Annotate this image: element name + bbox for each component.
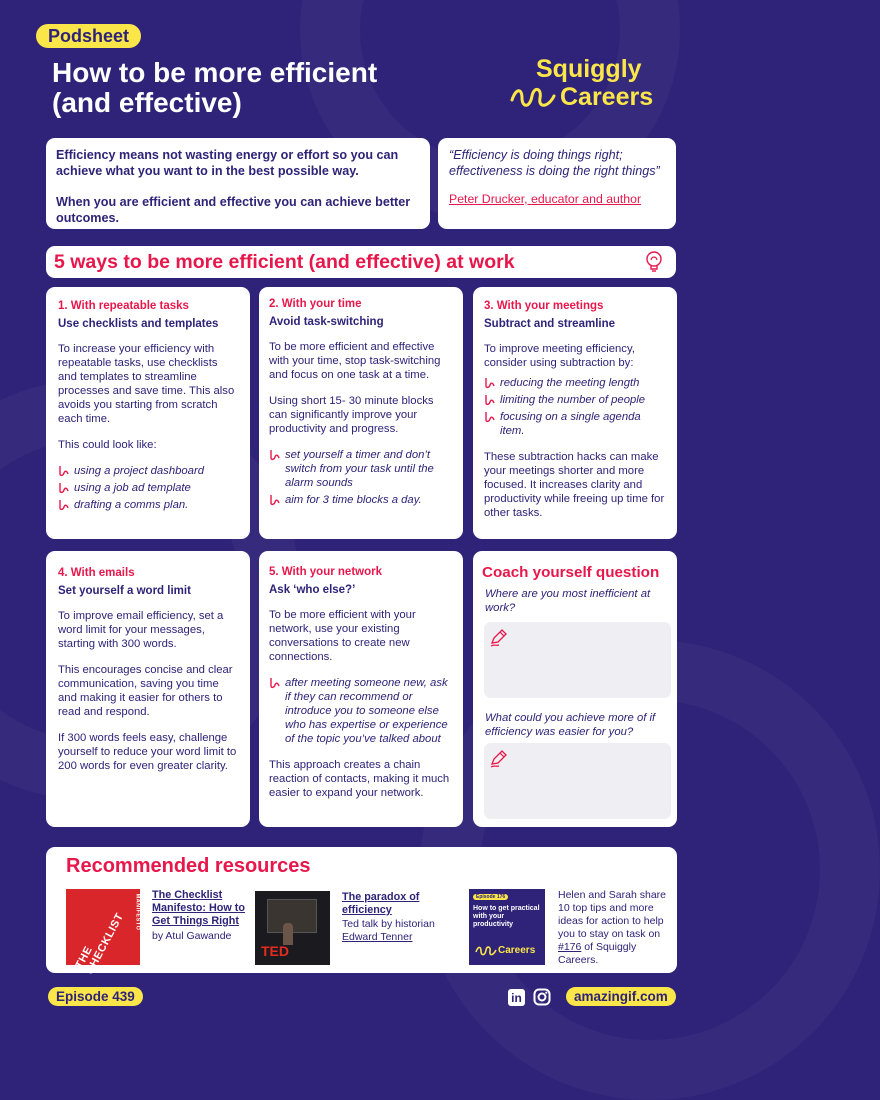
page-title-line2: (and effective)	[52, 87, 242, 118]
resources-heading: Recommended resources	[66, 855, 311, 877]
bullet-text: reducing the meeting length	[500, 377, 640, 389]
coach-card	[473, 551, 677, 827]
tip-4-body	[58, 609, 238, 773]
instagram-icon[interactable]	[533, 988, 551, 1006]
list-item	[58, 498, 238, 512]
bullet-text: using a job ad template	[74, 482, 191, 494]
squiggle-bullet-icon	[269, 494, 281, 506]
list-item	[269, 493, 453, 507]
bullet-text: drafting a comms plan.	[74, 499, 189, 511]
list-item	[269, 676, 453, 746]
tip-1-bullets	[58, 464, 238, 512]
tip-3-number: 3. With your meetings	[484, 300, 604, 312]
coach-question-2: What could you achieve more of if efficiency was easier for you?	[485, 712, 656, 738]
tip-2-bullets	[269, 448, 453, 507]
squiggle-bullet-icon	[484, 394, 496, 406]
list-item	[484, 410, 667, 438]
quote-card	[438, 138, 676, 229]
coach-question-1: Where are you most inefficient at work?	[485, 588, 651, 614]
bullet-text: limiting the number of people	[500, 394, 646, 406]
episode-badge: Episode 439	[48, 987, 143, 1006]
tip-5-paragraph: To be more efficient with your network, use your existing conversations to create new connections.	[269, 609, 416, 663]
tip-card-5	[259, 551, 463, 827]
episode-text-after: of Squiggly Careers.	[558, 941, 637, 966]
bullet-text: using a project dashboard	[74, 465, 205, 477]
book-info	[152, 889, 247, 943]
tip-card-2	[259, 287, 463, 539]
tip-4-number: 4. With emails	[58, 567, 135, 579]
list-item	[58, 481, 238, 495]
bullet-text: aim for 3 time blocks a day.	[285, 494, 422, 506]
ways-heading-card	[46, 246, 676, 278]
tip-2-number: 2. With your time	[269, 298, 362, 310]
coach-answer-box-2[interactable]	[484, 743, 671, 819]
quote-author-link[interactable]: Peter Drucker, educator and author	[449, 192, 642, 206]
book-cover-title: THE CHECKLIST	[73, 911, 127, 977]
coach-answer-box-1[interactable]	[484, 622, 671, 698]
talk-title-link[interactable]: The paradox of efficiency	[342, 891, 420, 916]
bullet-text: set yourself a timer and don’t switch from your task until the alarm sounds	[285, 449, 434, 489]
tip-card-1	[46, 287, 250, 539]
tip-2-paragraph: Using short 15- 30 minute blocks can significantly improve your productivity and progress.	[269, 395, 434, 435]
tip-3-bullets	[484, 376, 667, 438]
tip-4-paragraph: If 300 words feels easy, challenge yourself to reduce your word limit to 200 words for even greater clarity.	[58, 732, 237, 772]
list-item	[484, 376, 667, 390]
logo-squiggle-icon	[510, 84, 558, 112]
tip-card-4	[46, 551, 250, 827]
squiggle-bullet-icon	[58, 482, 70, 494]
page-title	[52, 58, 377, 118]
quote-text: “Efficiency is doing things right; effectiveness is doing the right things”	[449, 148, 660, 178]
talk-speaker-link[interactable]: Edward Tenner	[342, 931, 413, 943]
episode-text-before: Helen and Sarah share 10 top tips and more ideas for action to help you to stay on task on	[558, 889, 666, 940]
tip-5-bullets	[269, 676, 453, 746]
tip-1-number: 1. With repeatable tasks	[58, 300, 189, 312]
ted-thumb-speaker	[283, 923, 293, 945]
squiggle-bullet-icon	[484, 377, 496, 389]
squiggle-bullet-icon	[269, 677, 281, 689]
book-title-link[interactable]: The Checklist Manifesto: How to Get Things Right	[152, 889, 245, 927]
tip-5-body	[269, 608, 453, 800]
intro-paragraph-1: Efficiency means not wasting energy or effort so you can achieve what you want to in the best possible way.	[56, 148, 399, 178]
coach-heading: Coach yourself question	[482, 564, 660, 581]
episode-squiggle-icon	[475, 945, 497, 957]
episode-thumb-brand: Careers	[498, 945, 536, 956]
tip-card-3	[473, 287, 677, 539]
tip-1-body	[58, 342, 238, 512]
episode-link[interactable]: #176	[558, 941, 582, 953]
podsheet-badge: Podsheet	[36, 24, 141, 48]
ted-logo: TED	[261, 943, 289, 959]
page-title-line1: How to be more efficient	[52, 57, 378, 88]
episode-thumb-title: How to get practical with your productivity	[473, 905, 540, 928]
tip-4-paragraph: This encourages concise and clear communication, saving you time and making it easier for others to read and respond.	[58, 664, 233, 718]
list-item	[269, 448, 453, 490]
tip-3-subtitle: Subtract and streamline	[484, 318, 616, 330]
tip-5-after: This approach creates a chain reaction of contacts, making it much easier to expand your network.	[269, 759, 450, 799]
tip-1-paragraph: This could look like:	[58, 439, 157, 451]
intro-paragraph-2: When you are efficient and effective you can achieve better outcomes.	[56, 195, 411, 225]
squiggle-bullet-icon	[58, 465, 70, 477]
tip-3-paragraph: To improve meeting efficiency, consider using subtraction by:	[484, 343, 635, 369]
tip-4-paragraph: To improve email efficiency, set a word limit for your messages, starting with 300 words.	[58, 610, 224, 650]
list-item	[58, 464, 238, 478]
book-cover-side-text: MANIFESTO	[134, 893, 141, 931]
tip-5-subtitle: Ask ‘who else?’	[269, 584, 356, 596]
talk-description: Ted talk by historian	[342, 918, 435, 930]
pencil-icon	[488, 628, 508, 648]
website-link[interactable]: amazingif.com	[566, 987, 676, 1006]
bullet-text: after meeting someone new, ask if they can recommend or introduce you to someone else who has expertise or experience of the topic you’ve talked about	[285, 677, 448, 745]
tip-3-body	[484, 342, 667, 520]
linkedin-label: in	[511, 991, 522, 1005]
intro-card	[46, 138, 430, 229]
squiggle-bullet-icon	[269, 449, 281, 461]
tip-1-paragraph: To increase your efficiency with repeatable tasks, use checklists and templates to streamline processes and save time. This also avoids you starting from scratch each time.	[58, 343, 235, 425]
book-author: by Atul Gawande	[152, 930, 232, 942]
resources-card	[46, 847, 677, 977]
squiggle-bullet-icon	[484, 411, 496, 423]
squiggle-bullet-icon	[58, 499, 70, 511]
book-cover-image[interactable]	[66, 889, 141, 977]
talk-info	[342, 891, 452, 944]
tip-2-subtitle: Avoid task-switching	[269, 316, 384, 328]
tip-2-body	[269, 340, 453, 507]
pencil-icon	[488, 749, 508, 769]
logo-top-text: Squiggly	[536, 55, 642, 83]
tip-3-after: These subtraction hacks can make your meetings shorter and more focused. It increases clarity and productivity while freeing up time for other tasks.	[484, 451, 665, 519]
episode-thumbnail[interactable]	[469, 889, 545, 965]
episode-thumb-tag: Episode 176	[473, 894, 508, 900]
linkedin-icon[interactable]	[508, 989, 525, 1006]
episode-description	[558, 889, 670, 967]
bullet-text: focusing on a single agenda item.	[500, 411, 641, 437]
ted-talk-thumbnail[interactable]	[255, 891, 330, 965]
logo-bottom-text: Careers	[560, 83, 654, 111]
tip-5-number: 5. With your network	[269, 566, 382, 578]
tip-2-paragraph: To be more efficient and effective with your time, stop task-switching and focus on one task at a time.	[269, 341, 441, 381]
squiggly-careers-logo	[510, 56, 690, 116]
tip-1-subtitle: Use checklists and templates	[58, 318, 219, 330]
list-item	[484, 393, 667, 407]
ways-heading: 5 ways to be more efficient (and effective) at work	[54, 251, 515, 273]
tip-4-subtitle: Set yourself a word limit	[58, 585, 191, 597]
lightbulb-icon	[644, 250, 664, 274]
